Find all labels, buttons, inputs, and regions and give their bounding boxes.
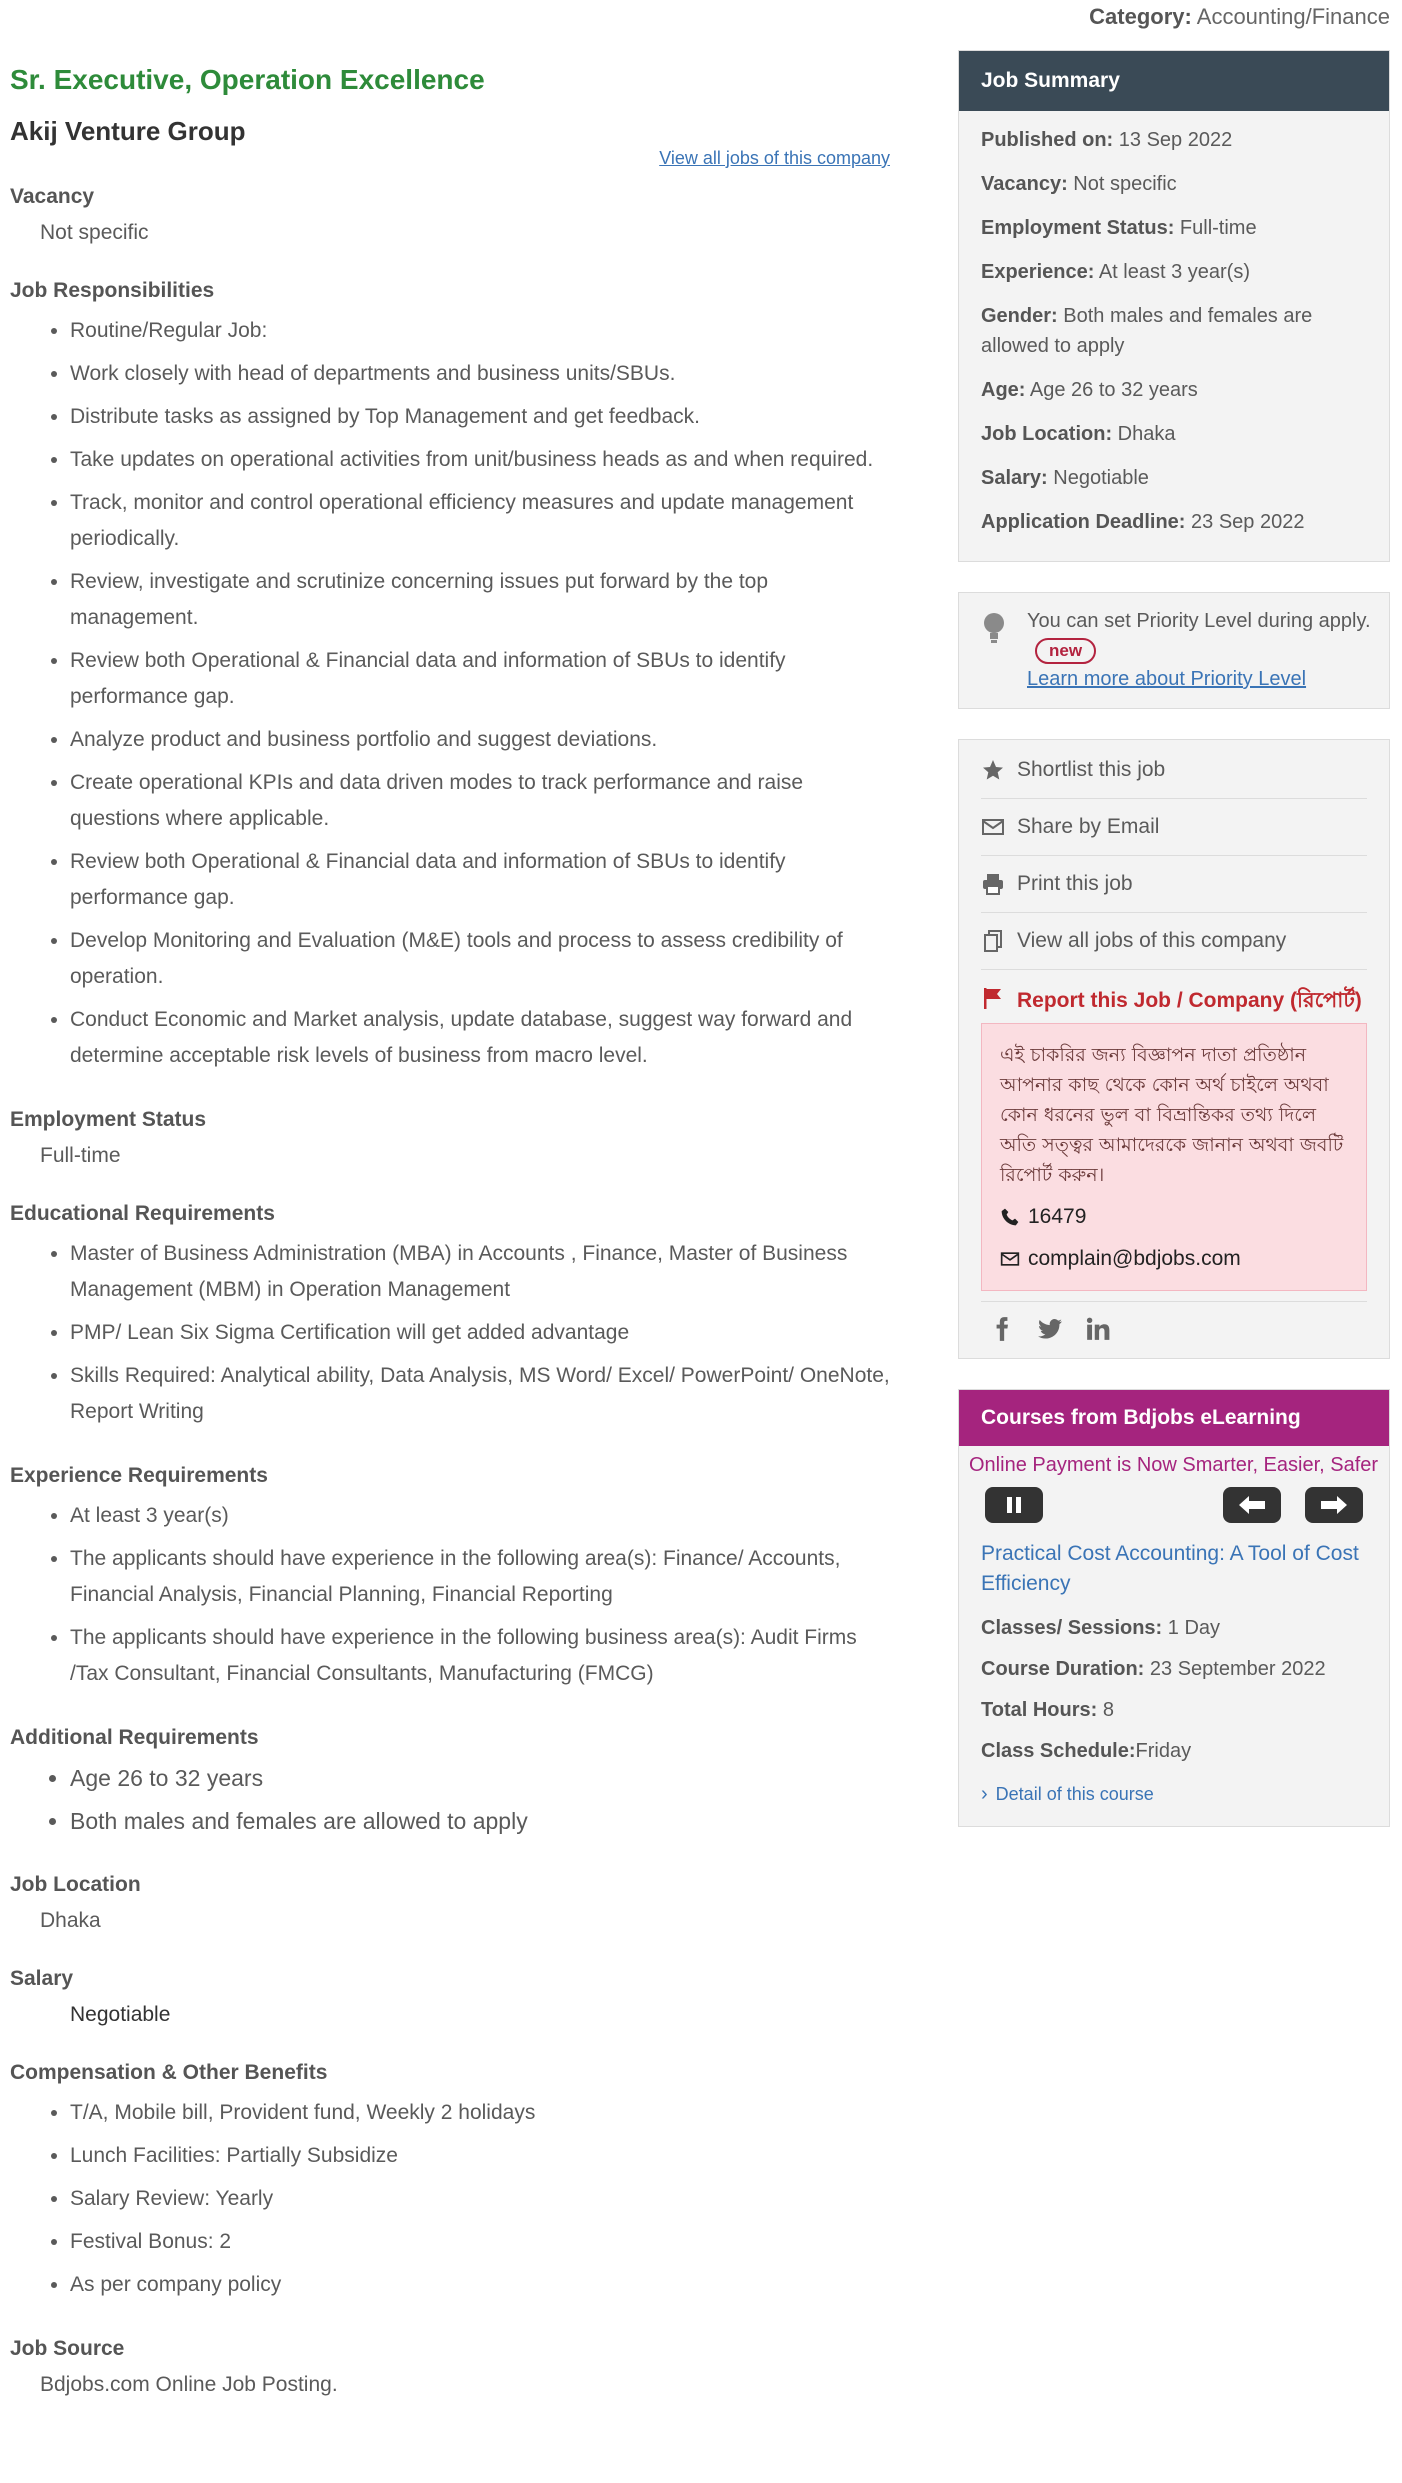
summary-label: Gender:: [981, 305, 1058, 327]
flag-icon: [981, 986, 1005, 1010]
source-value: Bdjobs.com Online Job Posting.: [40, 2373, 338, 2396]
course-row: [981, 1699, 1367, 1722]
summary-value: Not specific: [1073, 173, 1177, 195]
course-value: 8: [1097, 1699, 1114, 1721]
facebook-icon[interactable]: [989, 1316, 1015, 1342]
list-item: • As per company policy: [70, 2267, 890, 2303]
summary-label: Job Location:: [981, 423, 1113, 445]
summary-label: Published on:: [981, 129, 1114, 151]
complaint-email-address: complain@bdjobs.com: [1028, 1247, 1241, 1270]
education-list: [10, 1236, 890, 1430]
printer-icon: [981, 872, 1005, 896]
list-item: • Take updates on operational activities from unit/business heads as and when required.: [70, 442, 890, 478]
summary-label: Vacancy:: [981, 173, 1068, 195]
location-value: Dhaka: [40, 1909, 101, 1932]
course-value: 1 Day: [1162, 1617, 1221, 1639]
summary-row: [981, 301, 1367, 361]
course-label: Course Duration:: [981, 1658, 1145, 1680]
summary-label: Age:: [981, 379, 1026, 401]
chevron-right-icon: ›: [981, 1783, 988, 1805]
experience-heading: Experience Requirements: [10, 1464, 268, 1487]
next-button[interactable]: [1305, 1487, 1363, 1523]
summary-row: [981, 419, 1367, 449]
arrow-right-icon: [1319, 1493, 1349, 1517]
education-heading: Educational Requirements: [10, 1202, 275, 1225]
course-row: [981, 1617, 1367, 1640]
slider-controls: [959, 1481, 1389, 1529]
course-value: 23 September 2022: [1144, 1658, 1326, 1680]
list-item: • Analyze product and business portfolio and suggest deviations.: [70, 722, 890, 758]
list-item: • Distribute tasks as assigned by Top Management and get feedback.: [70, 399, 890, 435]
list-item: • Both males and females are allowed to apply: [70, 1803, 890, 1839]
previous-button[interactable]: [1223, 1487, 1281, 1523]
summary-value: Both males and females are allowed to apply: [981, 305, 1313, 357]
list-item: • Work closely with head of departments and business units/SBUs.: [70, 356, 890, 392]
priority-text: You can set Priority Level during apply.: [1027, 610, 1371, 632]
view-all-jobs-link[interactable]: View all jobs of this company: [659, 148, 890, 168]
print-label: Print this job: [1017, 872, 1133, 895]
experience-list: [10, 1498, 890, 1692]
courses-heading: Courses from Bdjobs eLearning: [959, 1390, 1389, 1446]
courses-panel: [958, 1389, 1390, 1827]
complaint-notice: [981, 1023, 1367, 1291]
responsibilities-list: [10, 313, 890, 1074]
category-label: Category:: [1089, 4, 1192, 29]
list-item: • Create operational KPIs and data driven modes to track performance and raise questions where applicable.: [70, 765, 890, 837]
employment-status-value: Full-time: [40, 1144, 121, 1167]
company-name: Akij Venture Group: [10, 116, 246, 146]
report-job-button[interactable]: [981, 970, 1367, 1023]
share-email-label: Share by Email: [1017, 815, 1160, 838]
twitter-icon[interactable]: [1037, 1316, 1063, 1342]
view-all-jobs-label: View all jobs of this company: [1017, 929, 1287, 952]
summary-value: Age 26 to 32 years: [1029, 379, 1198, 401]
course-detail-link[interactable]: [981, 1783, 1367, 1806]
benefits-list: [10, 2095, 890, 2303]
summary-row: [981, 213, 1367, 243]
summary-label: Salary:: [981, 467, 1048, 489]
complaint-text: এই চাকরির জন্য বিজ্ঞাপন দাতা প্রতিষ্ঠান আপনার কাছ থেকে কোন অর্থ চাইলে অথবা কোন ধরনের ভুল বা বিভ্রান্তিকর তথ্য দিলে অতি সত্ত্বর আমাদেরকে জানান অথবা জবটি রিপোর্ট করুন।: [1000, 1044, 1344, 1186]
summary-row: [981, 463, 1367, 493]
additional-list: [10, 1760, 890, 1839]
employment-status-heading: Employment Status: [10, 1108, 207, 1131]
summary-value: 23 Sep 2022: [1191, 511, 1305, 533]
category-line: [1089, 4, 1390, 30]
summary-row: [981, 375, 1367, 405]
job-summary-heading: Job Summary: [959, 51, 1389, 111]
copy-icon: [981, 929, 1005, 953]
course-value: Friday: [1135, 1740, 1192, 1762]
responsibilities-heading: Job Responsibilities: [10, 279, 215, 302]
list-item: • Routine/Regular Job:: [70, 313, 890, 349]
courses-marquee: Online Payment is Now Smarter, Easier, Safer: [969, 1454, 1379, 1476]
share-email-button[interactable]: [981, 799, 1367, 856]
list-item: • Skills Required: Analytical ability, Data Analysis, MS Word/ Excel/ PowerPoint/ OneNote, Report Writing: [70, 1358, 890, 1430]
star-icon: [981, 758, 1005, 782]
list-item: • PMP/ Lean Six Sigma Certification will get added advantage: [70, 1315, 890, 1351]
job-details: [10, 60, 890, 2397]
course-label: Class Schedule:: [981, 1740, 1136, 1762]
list-item: • Master of Business Administration (MBA) in Accounts , Finance, Master of Business Management (MBM) in Operation Management: [70, 1236, 890, 1308]
location-heading: Job Location: [10, 1873, 141, 1896]
complaint-phone-number: 16479: [1028, 1205, 1087, 1228]
salary-heading: Salary: [10, 1967, 74, 1990]
list-item: • At least 3 year(s): [70, 1498, 890, 1534]
salary-value: Negotiable: [70, 2003, 171, 2026]
envelope-icon: [981, 815, 1005, 839]
shortlist-button[interactable]: [981, 742, 1367, 799]
summary-value: Dhaka: [1117, 423, 1176, 445]
report-label: Report this Job / Company (রিপোর্ট): [1017, 989, 1362, 1012]
list-item: • The applicants should have experience in the following business area(s): Audit Firms /Tax Consultant, Financial Consultants, Manufacturing (FMCG): [70, 1620, 890, 1692]
new-badge: new: [1035, 638, 1096, 664]
summary-row: [981, 257, 1367, 287]
summary-row: [981, 507, 1367, 537]
social-share-row: [981, 1301, 1367, 1346]
list-item: • Lunch Facilities: Partially Subsidize: [70, 2138, 890, 2174]
course-row: [981, 1740, 1367, 1763]
summary-label: Application Deadline:: [981, 511, 1186, 533]
list-item: • Review both Operational & Financial data and information of SBUs to identify performance gap.: [70, 844, 890, 916]
summary-value: Full-time: [1179, 217, 1257, 239]
list-item: • Conduct Economic and Market analysis, update database, suggest way forward and determine acceptable risk levels of business from macro level.: [70, 1002, 890, 1074]
pause-button[interactable]: [985, 1487, 1043, 1523]
complaint-phone: [1000, 1202, 1348, 1232]
priority-level-box: [958, 592, 1390, 709]
list-item: • T/A, Mobile bill, Provident fund, Weekly 2 holidays: [70, 2095, 890, 2131]
benefits-heading: Compensation & Other Benefits: [10, 2061, 328, 2084]
print-button[interactable]: [981, 856, 1367, 913]
shortlist-label: Shortlist this job: [1017, 758, 1166, 781]
list-item: • Track, monitor and control operational efficiency measures and update management periodically.: [70, 485, 890, 557]
sidebar: [958, 50, 1390, 1827]
vacancy-heading: Vacancy: [10, 185, 95, 208]
course-label: Classes/ Sessions:: [981, 1617, 1163, 1639]
source-heading: Job Source: [10, 2337, 125, 2360]
course-detail-label: Detail of this course: [995, 1784, 1154, 1804]
lightbulb-icon: [981, 611, 1007, 647]
phone-icon: [1000, 1207, 1020, 1227]
summary-value: 13 Sep 2022: [1118, 129, 1233, 151]
priority-learn-more-link[interactable]: Learn more about Priority Level: [1027, 668, 1307, 690]
summary-row: [981, 169, 1367, 199]
view-all-jobs-button[interactable]: [981, 913, 1367, 970]
vacancy-value: Not specific: [40, 221, 149, 244]
list-item: • Review, investigate and scrutinize concerning issues put forward by the top management.: [70, 564, 890, 636]
category-value: Accounting/Finance: [1196, 4, 1390, 29]
complaint-email: [1000, 1244, 1348, 1274]
list-item: • The applicants should have experience in the following area(s): Finance/ Accounts, Financial Analysis, Financial Planning, Financial Reporting: [70, 1541, 890, 1613]
summary-value: At least 3 year(s): [1098, 261, 1251, 283]
course-title-link[interactable]: Practical Cost Accounting: A Tool of Cost Efficiency: [981, 1542, 1359, 1595]
envelope-icon: [1000, 1249, 1020, 1269]
summary-row: [981, 125, 1367, 155]
summary-label: Experience:: [981, 261, 1095, 283]
list-item: • Age 26 to 32 years: [70, 1760, 890, 1796]
job-actions-panel: [958, 739, 1390, 1359]
list-item: • Salary Review: Yearly: [70, 2181, 890, 2217]
list-item: • Festival Bonus: 2: [70, 2224, 890, 2260]
job-summary-panel: [958, 50, 1390, 562]
list-item: • Develop Monitoring and Evaluation (M&E) tools and process to assess credibility of operation.: [70, 923, 890, 995]
additional-heading: Additional Requirements: [10, 1726, 259, 1749]
pause-icon: [999, 1493, 1029, 1517]
course-label: Total Hours:: [981, 1699, 1098, 1721]
list-item: • Review both Operational & Financial data and information of SBUs to identify performance gap.: [70, 643, 890, 715]
linkedin-icon[interactable]: [1085, 1316, 1111, 1342]
job-title: Sr. Executive, Operation Excellence: [10, 64, 485, 95]
arrow-left-icon: [1237, 1493, 1267, 1517]
summary-label: Employment Status:: [981, 217, 1175, 239]
course-row: [981, 1658, 1367, 1681]
summary-value: Negotiable: [1053, 467, 1149, 489]
